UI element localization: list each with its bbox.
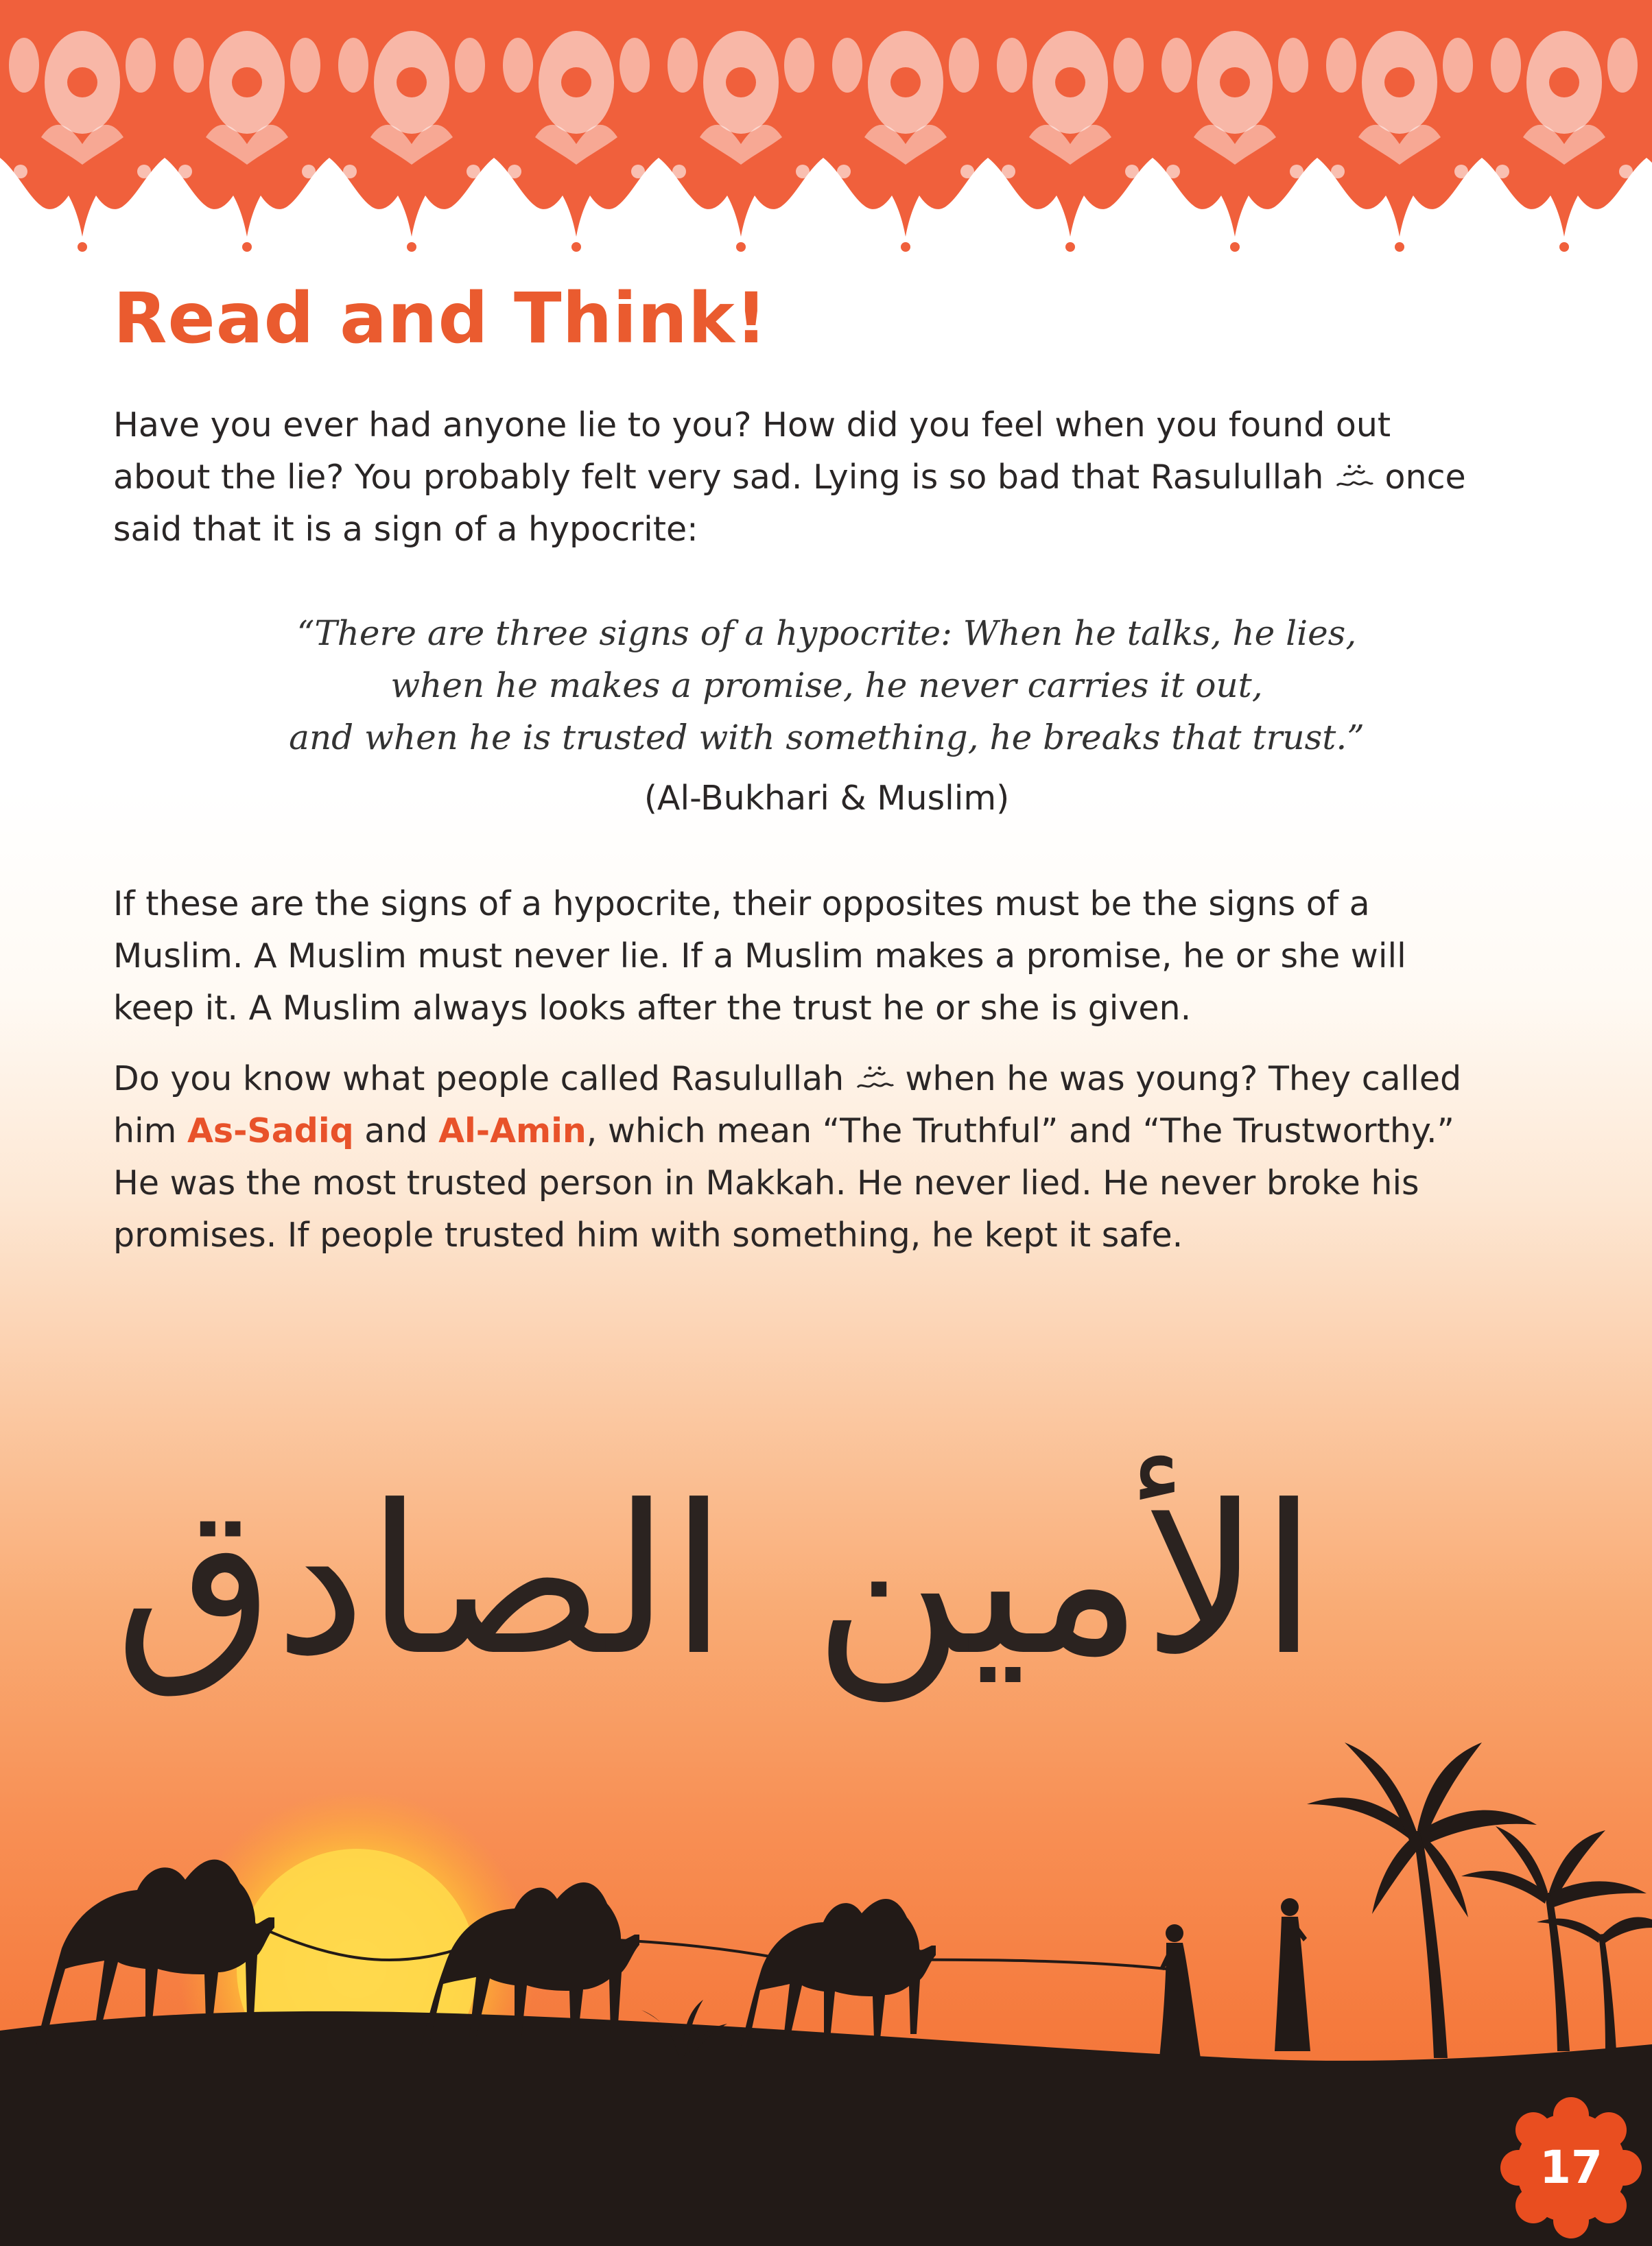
muslim-signs-paragraph: If these are the signs of a hypocrite, their opposites must be the signs of a Muslim. A Muslim must never lie. If a Muslim makes a promise, he or she will keep it. A Muslim always looks after the trust he or she is given. — [113, 884, 1406, 1028]
dune-silhouette — [0, 2011, 1652, 2246]
salawat-honorific-icon — [1334, 462, 1374, 493]
conjunction-and: and — [364, 1111, 428, 1150]
arabic-al-amin: الأمين — [813, 1461, 1317, 1701]
page-heading: Read and Think! — [113, 278, 768, 359]
arabic-as-sadiq: الصادق — [115, 1461, 727, 1701]
salawat-honorific-icon — [855, 1064, 895, 1094]
ornament-border-icon — [0, 0, 1652, 254]
prophet-text-part2: when he was young? They called him — [113, 1059, 1462, 1150]
hadith-line-2: when he makes a promise, he never carries it out, — [390, 665, 1263, 705]
title-as-sadiq: As-Sadiq — [187, 1111, 354, 1150]
title-al-amin: Al-Amin — [438, 1111, 587, 1150]
palm-tree-icon — [1461, 1826, 1647, 2051]
prophet-text-part1: Do you know what people called Rasulullah — [113, 1059, 845, 1098]
desert-caravan-illustration — [0, 1646, 1652, 2246]
page-number: 17 — [1539, 2141, 1603, 2194]
palm-tree-icon — [1307, 1742, 1537, 2058]
prophet-text-part3: , which mean “The Truthful” and “The Trustworthy.” He was the most trusted person in Makkah. He never lied. He never broke his promises. If people trusted him with something, he kept it safe. — [113, 1111, 1454, 1255]
hadith-quote — [137, 607, 1516, 764]
intro-text-part2: once said that it is a sign of a hypocrite: — [113, 458, 1466, 549]
prophet-titles-paragraph — [113, 1053, 1485, 1262]
hadith-line-1: “There are three signs of a hypocrite: When he talks, he lies, — [296, 613, 1357, 653]
person-silhouette-icon — [1159, 1924, 1201, 2058]
intro-text-part1: Have you ever had anyone lie to you? How did you feel when you found out about the lie? You probably felt very sad. Lying is so bad that Rasulullah — [113, 405, 1391, 497]
intro-paragraph — [113, 399, 1485, 556]
hadith-source: (Al-Bukhari & Muslim) — [644, 779, 1010, 818]
hadith-line-3: and when he is trusted with something, he breaks that trust.” — [289, 718, 1365, 757]
person-silhouette-icon — [1275, 1898, 1310, 2051]
